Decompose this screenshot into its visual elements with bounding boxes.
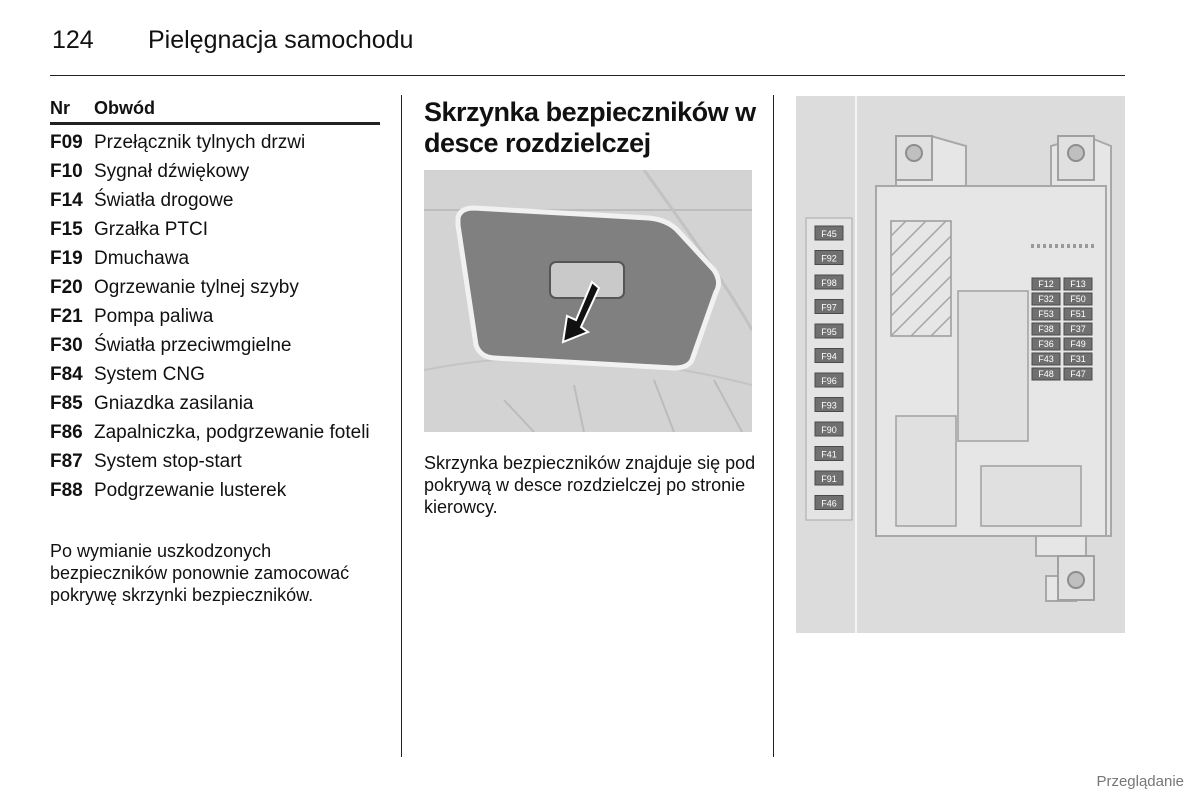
fuse-label: F50 (1070, 294, 1086, 304)
fuse-slot (1064, 308, 1092, 320)
fuse-circuit: Pompa paliwa (94, 306, 214, 327)
table-row (50, 277, 380, 299)
fuse-slot (1064, 338, 1092, 350)
fuse-code: F85 (50, 393, 83, 414)
fuse-slot (1064, 353, 1092, 365)
fuse-slot (815, 275, 843, 289)
fuse-label: F92 (821, 253, 837, 264)
fuse-slot (1064, 278, 1092, 290)
fuse-circuit: Podgrzewanie lusterek (94, 480, 287, 501)
fuse-label: F95 (821, 327, 837, 337)
page-title: Pielęgnacja samochodu (148, 26, 414, 54)
illustration-caption: Skrzynka bezpieczników znajduje się pod pokrywą w desce rozdzielczej po stronie kierowcy. (424, 453, 756, 517)
table-row (50, 306, 380, 328)
fuse-code: F20 (50, 277, 83, 298)
fuse-label: F90 (821, 425, 837, 435)
fuse-label: F37 (1070, 324, 1086, 334)
fuse-code: F84 (50, 364, 83, 385)
table-row (50, 480, 380, 502)
fuse-code: F09 (50, 132, 83, 153)
fuse-slot (1032, 293, 1060, 305)
fuse-label: F47 (1070, 369, 1086, 379)
fuse-circuit: Zapalniczka, podgrzewanie foteli (94, 422, 370, 443)
fuse-code: F10 (50, 161, 83, 182)
table-row (50, 190, 380, 212)
fuse-label: F96 (821, 376, 837, 386)
table-row (50, 132, 380, 154)
fuse-label: F97 (821, 302, 837, 313)
fuse-slot (815, 422, 843, 436)
fuse-slot (1032, 308, 1060, 320)
table-row (50, 393, 380, 415)
fuse-label: F43 (1038, 354, 1054, 364)
fuse-code: F30 (50, 335, 83, 356)
table-row (50, 451, 380, 473)
fuse-code: F87 (50, 451, 83, 472)
fuse-slot (1032, 338, 1060, 350)
fuse-code: F14 (50, 190, 83, 211)
dashboard-cover-image (424, 170, 752, 432)
fuse-circuit: System stop-start (94, 451, 242, 472)
table-row (50, 364, 380, 386)
fuse-slot (815, 251, 843, 265)
fuse-slot (815, 300, 843, 314)
fuse-slot (1064, 323, 1092, 335)
fuse-slot (1064, 368, 1092, 380)
fuse-circuit: Gniazdka zasilania (94, 393, 254, 414)
fuse-box-diagram (796, 96, 1125, 633)
fuse-circuit: Światła drogowe (94, 190, 234, 211)
fuse-cover-illustration (424, 170, 752, 432)
fuse-slot (815, 398, 843, 412)
replacement-note: Po wymianie uszkodzonych bezpieczników ponownie zamocować pokrywę skrzynki bezpieczników. (50, 541, 350, 605)
fuse-label: F94 (821, 351, 837, 362)
fuse-label: F38 (1038, 324, 1054, 334)
fuse-label: F12 (1038, 279, 1054, 289)
fuse-label: F53 (1038, 309, 1054, 319)
fuse-circuit: Ogrzewanie tylnej szyby (94, 277, 299, 298)
fuse-label: F93 (821, 400, 837, 411)
fuse-slot (815, 471, 843, 485)
fuse-label: F32 (1038, 294, 1054, 304)
section-title: Skrzynka bezpieczników w desce rozdzielczej (424, 97, 756, 158)
fuse-label: F51 (1070, 309, 1086, 319)
fuse-slot (1064, 293, 1092, 305)
fuse-circuit: Grzałka PTCI (94, 219, 209, 240)
fuse-box-drawing (796, 96, 1125, 633)
column-circuit: Obwód (94, 98, 155, 118)
table-row (50, 248, 380, 270)
column-divider (401, 95, 402, 757)
fuse-label: F98 (821, 278, 837, 288)
page-number: 124 (52, 26, 94, 54)
fuse-label: F41 (821, 449, 837, 460)
table-row (50, 335, 380, 357)
column-nr: Nr (50, 98, 71, 118)
fuse-label: F49 (1070, 339, 1086, 349)
fuse-slot (815, 226, 843, 240)
column-divider (773, 95, 774, 757)
fuse-code: F15 (50, 219, 83, 240)
fuse-slot (815, 447, 843, 461)
fuse-circuit: Przełącznik tylnych drzwi (94, 132, 306, 153)
fuse-label: F13 (1070, 279, 1086, 289)
fuse-circuit: Dmuchawa (94, 248, 190, 269)
fuse-circuit: System CNG (94, 364, 205, 385)
fuse-label: F91 (821, 474, 837, 484)
table-row (50, 219, 380, 241)
table-header (50, 98, 380, 125)
fuse-slot (815, 373, 843, 387)
table-row (50, 422, 380, 444)
fuse-slot (1032, 368, 1060, 380)
table-body (50, 132, 380, 502)
fuse-slot (815, 324, 843, 338)
fuse-label: F36 (1038, 339, 1054, 349)
fuse-circuit: Sygnał dźwiękowy (94, 161, 250, 182)
table-row (50, 161, 380, 183)
fuse-label: F45 (821, 229, 837, 239)
fuse-code: F19 (50, 248, 83, 269)
fuse-slot (1032, 278, 1060, 290)
fuse-slot (1032, 353, 1060, 365)
fuse-code: F88 (50, 480, 83, 501)
fuse-code: F21 (50, 306, 83, 327)
fuse-label: F31 (1070, 354, 1086, 364)
fuse-table (50, 98, 380, 502)
fuse-code: F86 (50, 422, 83, 443)
fuse-label: F48 (1038, 369, 1054, 379)
footer-browse-label[interactable]: Przeglądanie (1096, 773, 1184, 790)
fuse-circuit: Światła przeciwmgielne (94, 335, 292, 356)
fuse-label: F46 (821, 498, 837, 509)
fuse-slot (815, 496, 843, 510)
header-divider (50, 75, 1125, 76)
fuse-slot (815, 349, 843, 363)
fuse-slot (1032, 323, 1060, 335)
